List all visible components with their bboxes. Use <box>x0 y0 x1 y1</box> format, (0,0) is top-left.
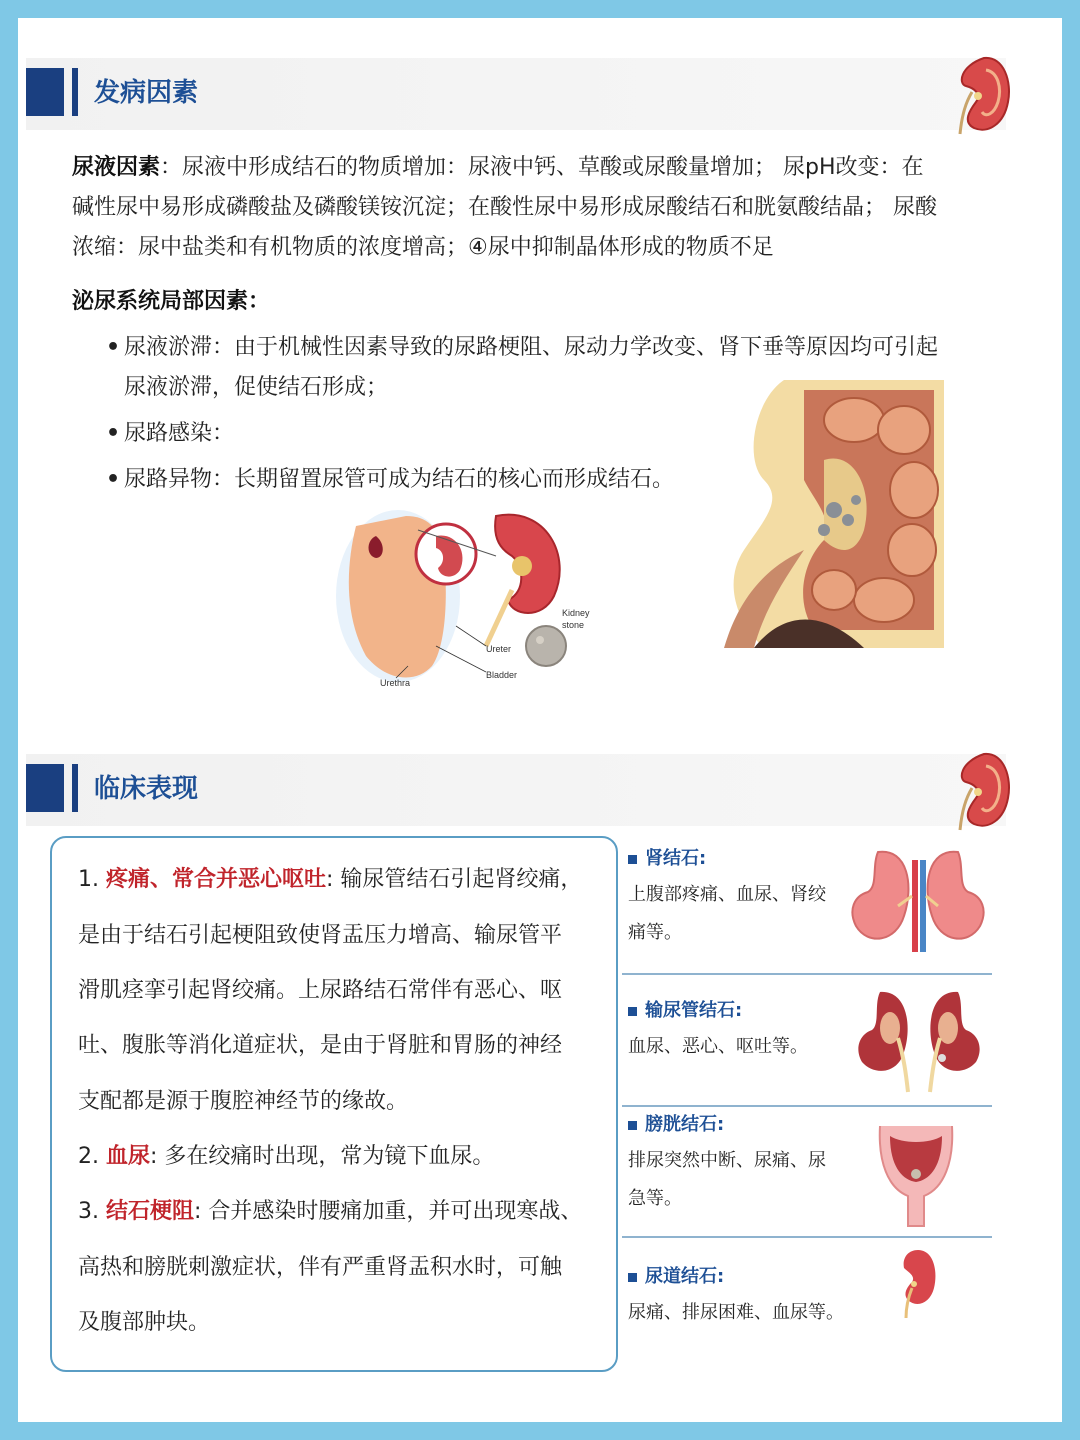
side-divider <box>622 1236 992 1238</box>
card-item-1-line-1: 1. 疼痛、常合并恶心呕吐: 输尿管结石引起肾绞痛， <box>78 867 583 892</box>
bladder-illustration <box>874 1122 958 1226</box>
card-item-3-line-1: 3. 结石梗阻: 合并感染时腰痛加重，并可出现寒战、 <box>78 1199 583 1224</box>
square-bullet-icon <box>628 855 637 864</box>
card-item-3-line-3: 及腹部肿块。 <box>78 1310 211 1335</box>
infographic-page <box>18 18 1062 1422</box>
header-block <box>26 68 64 116</box>
side-item-kidney-stone: 肾结石: 上腹部疼痛、血尿、肾绞 痛等。 <box>628 848 826 943</box>
kidney-cross-section-illustration <box>724 380 944 648</box>
card-item-3-line-2: 高热和膀胱刺激症状，伴有严重肾盂积水时，可触 <box>78 1255 563 1280</box>
urine-factors-paragraph <box>72 148 992 268</box>
card-item-1-label: 疼痛、常合并恶心呕吐 <box>105 867 326 892</box>
square-bullet-icon <box>628 1007 637 1016</box>
label-kidney: Kidney <box>562 608 590 618</box>
label-bladder: Bladder <box>486 670 518 680</box>
urine-factors-line-3: 浓缩：尿中盐类和有机物质的浓度增高；④尿中抑制晶体形成的物质不足 <box>72 235 774 260</box>
kidney-icon <box>952 52 1012 138</box>
bullet-item-foreign-body: • 尿路异物：长期留置尿管可成为结石的核心而形成结石。 <box>106 467 675 492</box>
bullet-item-stasis: • 尿液淤滞：由于机械性因素导致的尿路梗阻、尿动力学改变、肾下垂等原因均可引起 尿液淤滞，促使结石形成； <box>106 335 939 400</box>
card-item-1-line-4: 吐、腹胀等消化道症状，是由于肾脏和胃肠的神经 <box>78 1033 563 1058</box>
section-header-causes <box>26 58 1006 130</box>
card-item-1-line-2: 是由于结石引起梗阻致使肾盂压力增高、输尿管平 <box>78 923 563 948</box>
square-bullet-icon <box>628 1121 637 1130</box>
side-divider <box>622 1105 992 1107</box>
kidney-small-illustration <box>898 1248 938 1318</box>
urinary-tract-illustration <box>336 496 590 688</box>
header-block <box>26 764 64 812</box>
kidneys-pair-illustration <box>848 846 988 952</box>
side-item-bladder-stone: 膀胱结石: 排尿突然中断、尿痛、尿 急等。 <box>628 1114 826 1209</box>
section-title-clinical: 临床表现 <box>94 774 199 804</box>
section-header-clinical <box>26 754 1006 826</box>
local-factors-heading: 泌尿系统局部因素： <box>72 289 271 314</box>
side-item-urethra-stone: 尿道结石: 尿痛、排尿困难、血尿等。 <box>628 1266 844 1323</box>
square-bullet-icon <box>628 1273 637 1282</box>
urine-factors-line-1: 尿液因素：尿液中形成结石的物质增加：尿液中钙、草酸或尿酸量增加； 尿pH改变：在 <box>72 155 924 180</box>
urine-factors-label: 尿液因素 <box>72 155 161 180</box>
card-item-2-label: 血尿 <box>105 1144 150 1169</box>
side-item-ureter-stone: 输尿管结石: 血尿、恶心、呕吐等。 <box>628 1000 808 1057</box>
card-item-3-label: 结石梗阻 <box>105 1199 194 1224</box>
side-divider <box>622 973 992 975</box>
label-stone: stone <box>562 620 585 630</box>
kidneys-section-illustration <box>854 988 984 1092</box>
kidney-icon <box>952 748 1012 834</box>
card-item-1-line-5: 支配都是源于腹腔神经节的缘故。 <box>78 1089 409 1114</box>
label-ureter: Ureter <box>486 644 512 654</box>
label-urethra: Urethra <box>380 678 411 688</box>
header-line <box>72 68 78 116</box>
section-title-causes: 发病因素 <box>94 78 199 108</box>
card-item-1-line-3: 滑肌痉挛引起肾绞痛。上尿路结石常伴有恶心、呕 <box>78 978 563 1003</box>
urine-factors-line-2: 碱性尿中易形成磷酸盐及磷酸镁铵沉淀；在酸性尿中易形成尿酸结石和胱氨酸结晶； 尿酸 <box>72 195 937 220</box>
bullet-item-infection: • 尿路感染： <box>106 421 235 446</box>
card-item-2-line: 2. 血尿: 多在绞痛时出现，常为镜下血尿。 <box>78 1144 495 1169</box>
clinical-card <box>50 836 618 1372</box>
header-line <box>72 764 78 812</box>
